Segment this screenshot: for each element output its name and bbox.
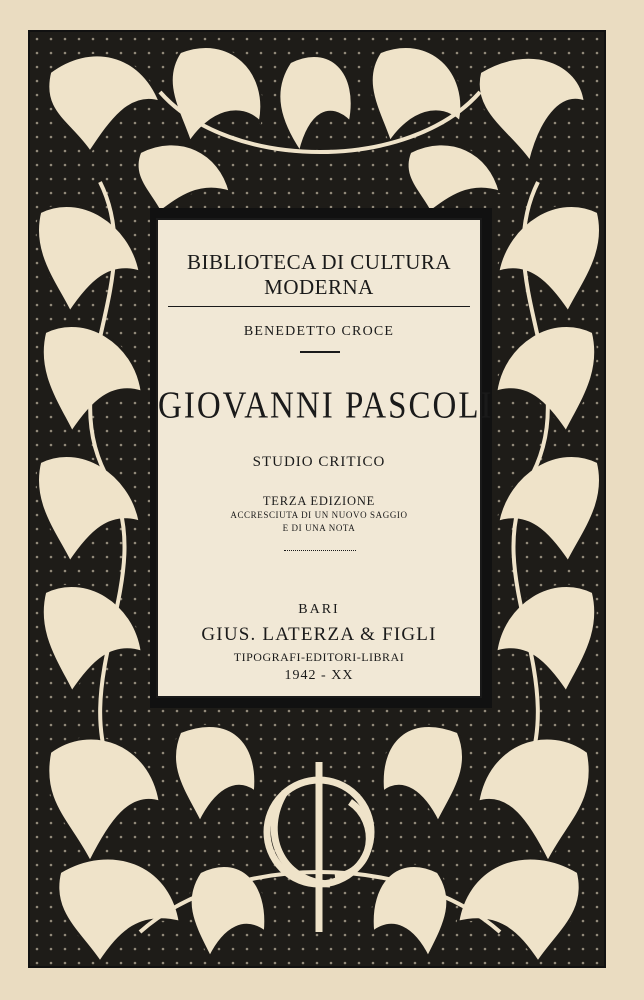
publisher-name: GIUS. LATERZA & FIGLI (201, 624, 437, 645)
series-title-line1: BIBLIOTECA DI CULTURA (186, 250, 452, 274)
publisher-trade: TIPOGRAFI-EDITORI-LIBRAI (233, 650, 405, 664)
book-title: GIOVANNI PASCOLI (158, 385, 494, 427)
publisher-city: BARI (298, 602, 340, 617)
edition-label: TERZA EDIZIONE (262, 494, 376, 508)
edition-note-line1: ACCRESCIUTA DI UN NUOVO SAGGIO (230, 510, 408, 520)
divider-rule (168, 306, 470, 307)
title-panel (156, 218, 494, 698)
short-divider (300, 351, 340, 353)
series-title-line2: MODERNA (264, 275, 374, 299)
author-name: BENEDETTO CROCE (243, 324, 395, 339)
edition-note-line2: E DI UNA NOTA (282, 523, 356, 533)
publication-year: 1942 - XX (284, 668, 354, 683)
book-subtitle: STUDIO CRITICO (252, 454, 386, 470)
dotted-divider (284, 550, 356, 552)
